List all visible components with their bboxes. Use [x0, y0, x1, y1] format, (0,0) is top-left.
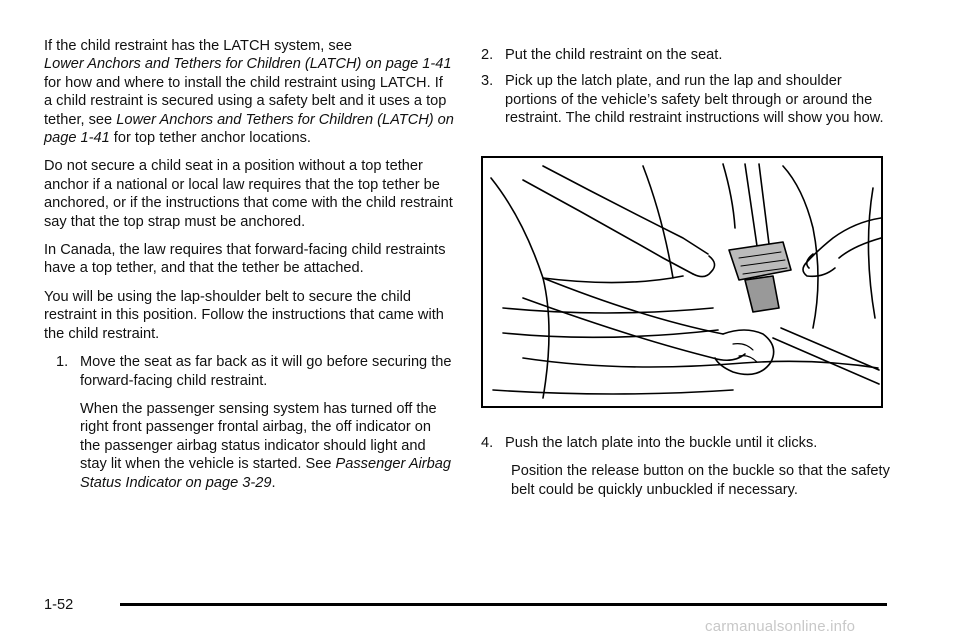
step-2-text: Put the child restraint on the seat.	[505, 47, 723, 63]
step-1	[44, 353, 454, 390]
step-3	[481, 72, 891, 127]
airbag-indicator-reference-link[interactable]: Passenger Airbag Status Indicator on page 3-29	[80, 456, 451, 491]
step-3-number: 3.	[481, 73, 494, 90]
step-2-number: 2.	[481, 47, 494, 63]
latch-text-3: for top tether anchor locations.	[109, 130, 311, 147]
top-tether-paragraph: Do not secure a child seat in a position without a top tether anchor if a national or local law requires that the top tether be anchored, or if the instructions that come with the child restraint say that the top strap must be anchored.	[44, 158, 453, 230]
airbag-note-text-1: When the passenger sensing system has turned off the right front passenger frontal airbag, the off indicator on the passenger airbag status indicator should light and stay lit when the vehicle is started. See	[80, 400, 437, 473]
page-number: 1-52	[44, 597, 74, 613]
right-column-lower	[481, 434, 891, 509]
airbag-note-paragraph	[44, 400, 454, 492]
step-4-number: 4.	[481, 435, 494, 451]
release-button-note: Position the release button on the buckle so that the safety belt could be quickly unbuckled if necessary.	[511, 463, 890, 498]
step-2	[481, 46, 891, 64]
latch-paragraph	[44, 37, 454, 147]
step-1-number: 1.	[56, 354, 69, 371]
latch-reference-link-2[interactable]: Lower Anchors and Tethers for Children (LATCH) on page 1-41	[44, 111, 454, 147]
step-1-text: Move the seat as far back as it will go before securing the forward-facing child restraint.	[80, 354, 452, 389]
footer-rule	[120, 603, 887, 606]
left-column	[44, 37, 454, 502]
latch-text-2: for how and where to install the child restraint using LATCH. If a child restraint is secured using a safety belt and it uses a top tether, see	[44, 74, 447, 128]
watermark: carmanualsonline.info	[705, 618, 856, 635]
latch-plate-illustration	[481, 156, 883, 408]
lap-shoulder-paragraph: You will be using the lap-shoulder belt to secure the child restraint in this position. Follow the instructions that came with the child restraint.	[44, 288, 444, 342]
airbag-note-text-2: .	[271, 474, 276, 491]
step-3-text: Pick up the latch plate, and run the lap and shoulder portions of the vehicle’s safety belt through or around the restraint. The child restraint instructions will show you how.	[505, 73, 884, 127]
right-column	[481, 46, 891, 128]
step-4	[481, 434, 891, 452]
latch-reference-link-1[interactable]: Lower Anchors and Tethers for Children (LATCH) on page 1-41	[44, 56, 452, 73]
step-4-text: Push the latch plate into the buckle until it clicks.	[505, 435, 818, 451]
latch-text-1: If the child restraint has the LATCH system, see	[44, 38, 352, 54]
canada-law-paragraph: In Canada, the law requires that forward-facing child restraints have a top tether, and that the tether be attached.	[44, 242, 446, 277]
seat-belt-drawing	[483, 158, 881, 406]
